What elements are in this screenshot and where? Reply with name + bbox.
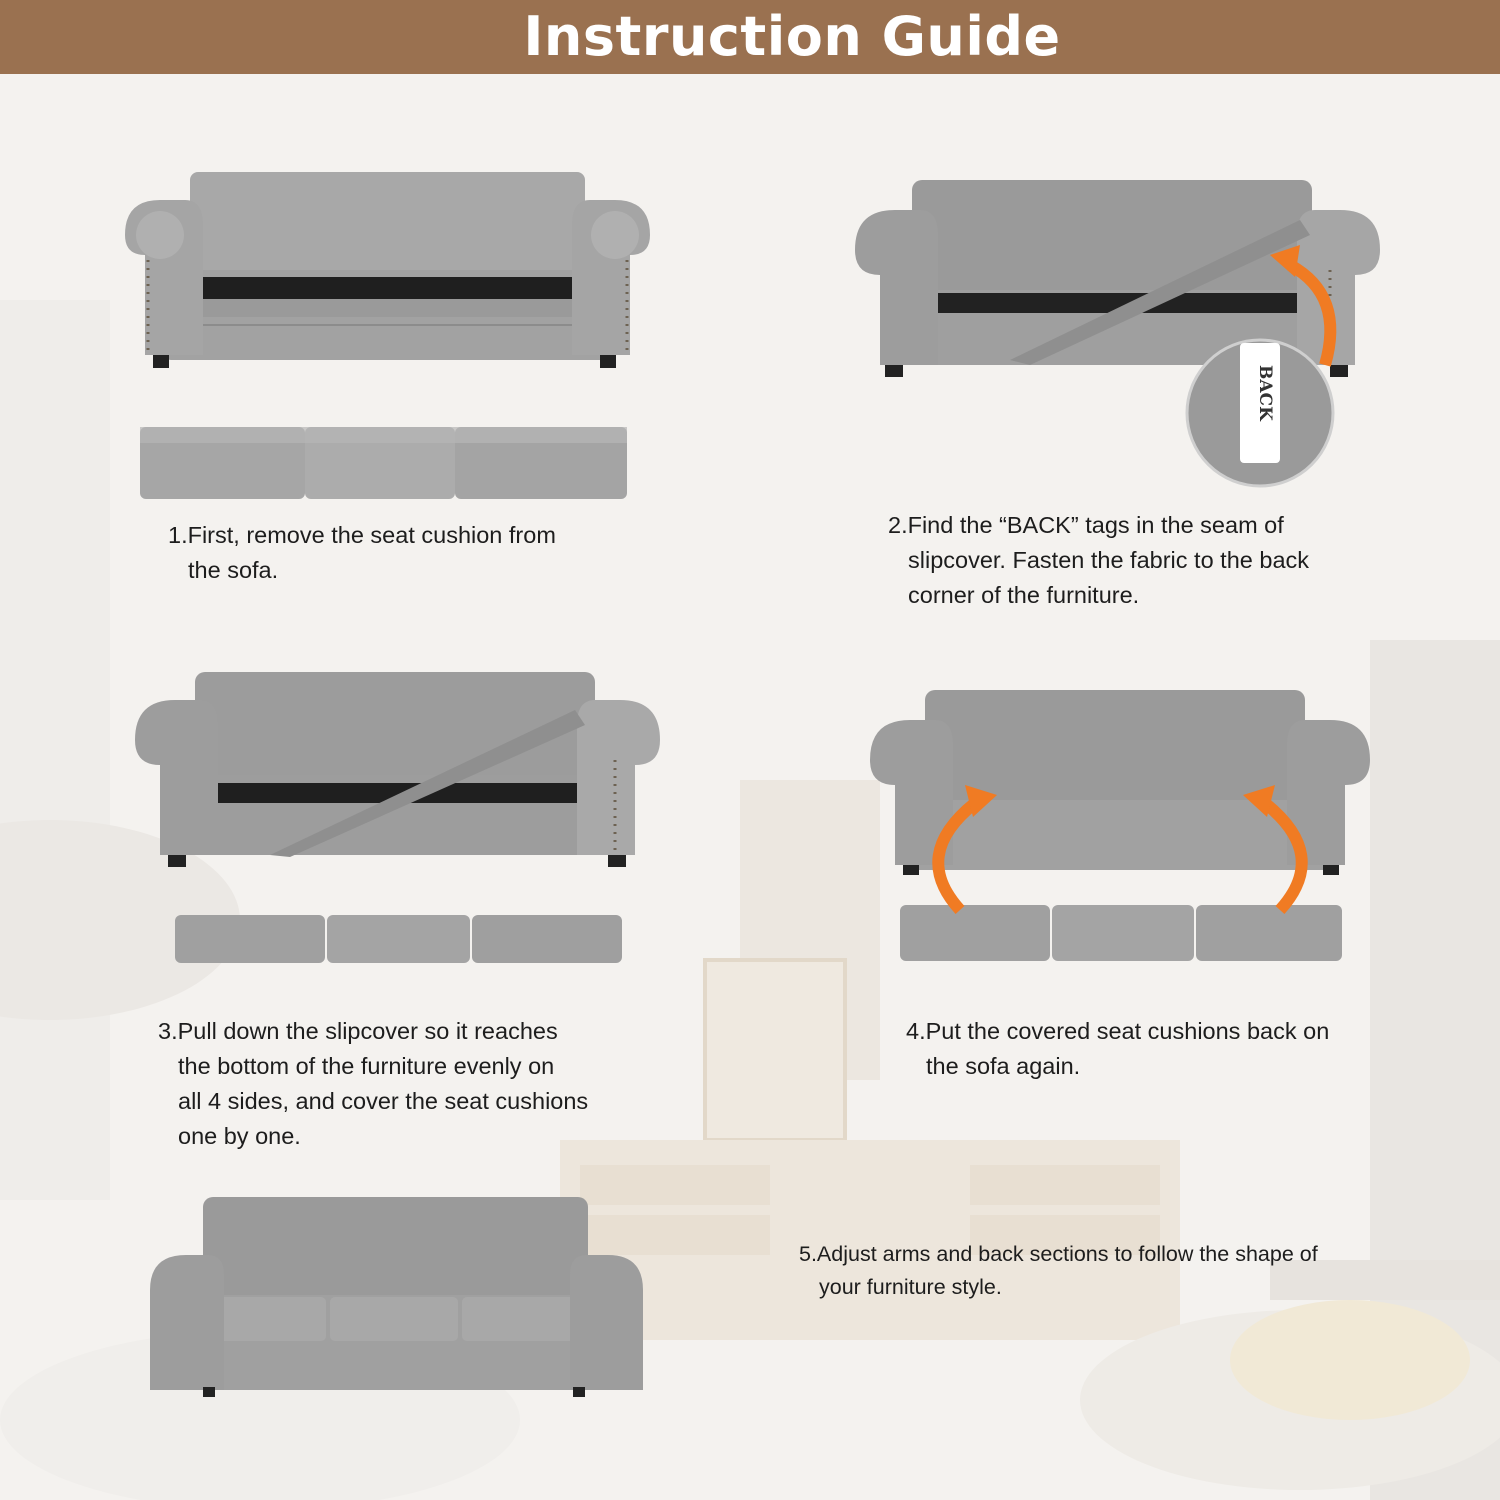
step-3-line-4: one by one. [178,1123,301,1149]
step-2-line-1: 2.Find the “BACK” tags in the seam of [888,512,1284,538]
step2-illustration [850,175,1390,490]
step3-illustration [130,665,670,975]
step-5-line-1: 5.Adjust arms and back sections to follow the shape of [799,1242,1318,1266]
step1-seat-cushions [140,427,627,499]
step-2-line-2: slipcover. Fasten the fabric to the back [908,547,1310,573]
step-1-text [168,518,556,588]
step-5-text [799,1238,1318,1304]
step1-sofa-without-cushions [125,172,650,368]
title-banner [0,0,1500,74]
step-4-text [906,1014,1329,1084]
step-3-line-2: the bottom of the furniture evenly on [178,1053,555,1079]
step-3-text [158,1014,588,1154]
step-1-line-1: 1.First, remove the seat cushion from [168,522,556,548]
step1-illustration [115,165,660,505]
step-4-line-1: 4.Put the covered seat cushions back on [906,1018,1330,1044]
step5-finished-sofa [150,1197,643,1397]
step3-covered-cushions [175,915,622,963]
step-5-line-2: your furniture style. [819,1275,1002,1299]
step3-sofa-pulling-slipcover [135,672,660,867]
back-tag-label: BACK [1255,365,1275,421]
step4-illustration [865,685,1375,970]
step5-illustration [148,1195,648,1400]
page-title: Instruction Guide [523,4,1061,68]
back-tag-closeup [1187,340,1333,486]
step-2-text [888,508,1309,613]
step-1-line-2: the sofa. [188,557,279,583]
step-4-line-2: the sofa again. [926,1053,1081,1079]
step-3-line-3: all 4 sides, and cover the seat cushions [178,1088,589,1114]
step4-cushions [900,905,1342,961]
step-2-line-3: corner of the furniture. [908,582,1140,608]
step-3-line-1: 3.Pull down the slipcover so it reaches [158,1018,558,1044]
